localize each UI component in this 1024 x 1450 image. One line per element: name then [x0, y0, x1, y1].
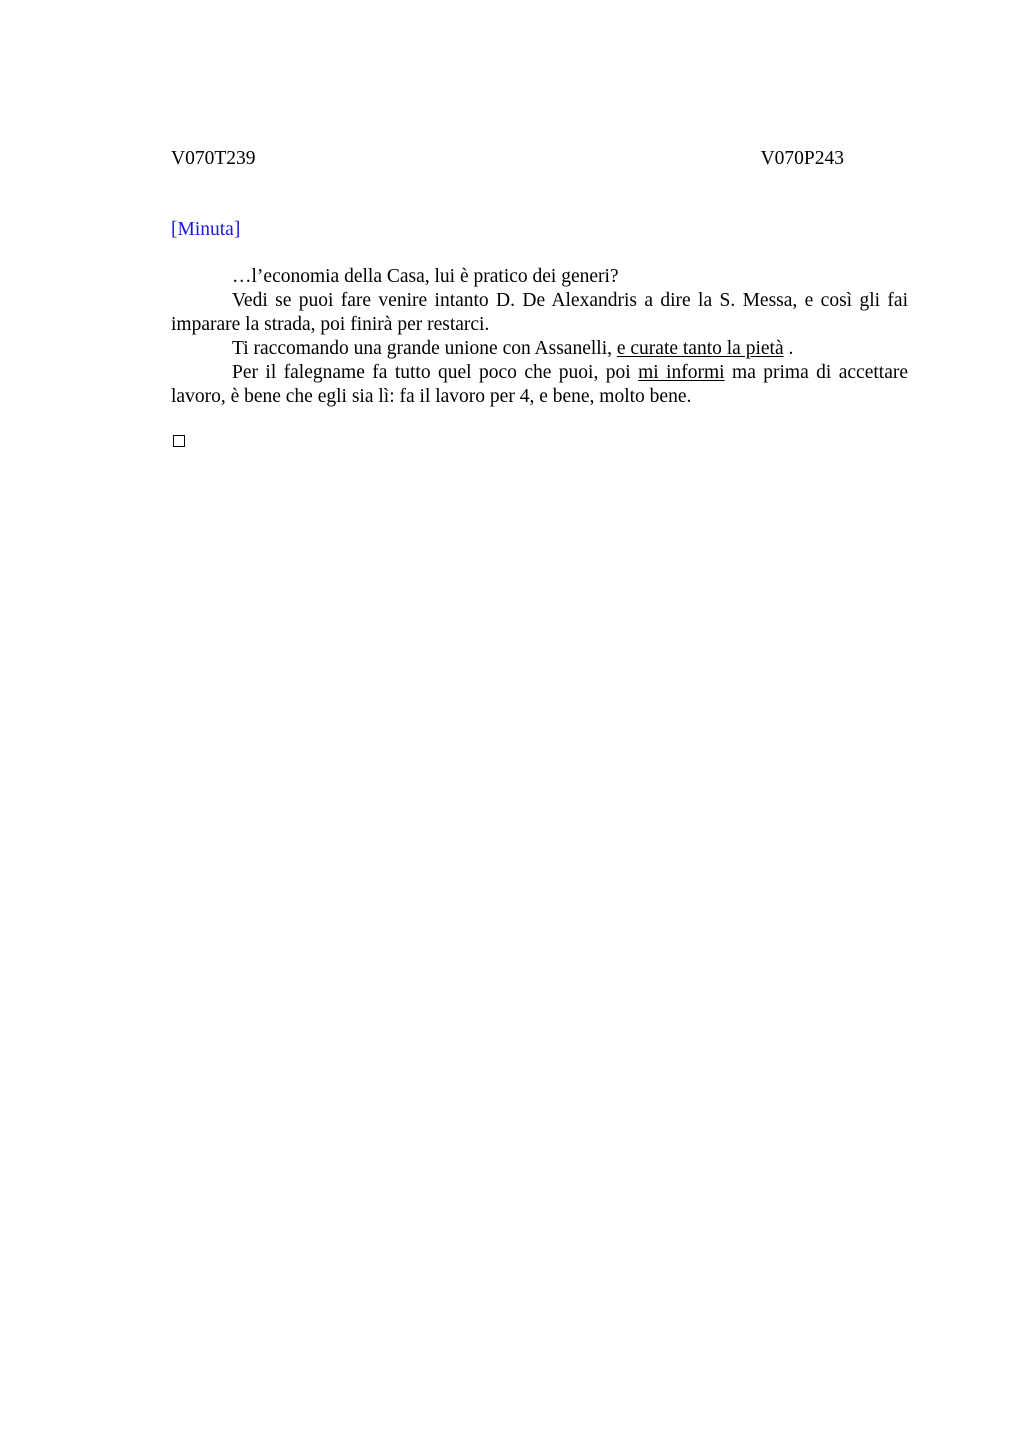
- underlined-phrase: mi informi: [638, 362, 725, 383]
- underlined-phrase: e curate tanto la pietà: [616, 338, 784, 359]
- document-code-left: V070T239: [171, 148, 256, 169]
- header-row: [171, 146, 844, 172]
- paragraph-2: [171, 289, 908, 337]
- document-code-right: V070P243: [760, 148, 844, 169]
- text-segment: Vedi se puoi fare venire intanto D. De Alexandris a dire la S. Messa, e così gli fai imparare la strada, poi finirà per restarci.: [171, 290, 908, 335]
- paragraph-3: [171, 337, 908, 361]
- letter-body: [171, 265, 908, 409]
- paragraph-4: [171, 361, 908, 409]
- text-segment: Per il falegname fa tutto quel poco che puoi, poi: [232, 362, 639, 383]
- text-segment: Ti raccomando una grande unione con Assanelli,: [232, 338, 617, 359]
- section-label-minuta: [Minuta]: [171, 219, 241, 240]
- text-segment: ma prima di accettare lavoro, è bene che egli sia lì: fa il lavoro per 4, e bene, molto bene.: [171, 362, 909, 407]
- text-segment: …l’economia della Casa, lui è pratico dei generi?: [232, 266, 619, 287]
- paragraph-1: [171, 265, 908, 289]
- text-segment: .: [783, 338, 794, 359]
- square-outline-icon: [173, 435, 185, 447]
